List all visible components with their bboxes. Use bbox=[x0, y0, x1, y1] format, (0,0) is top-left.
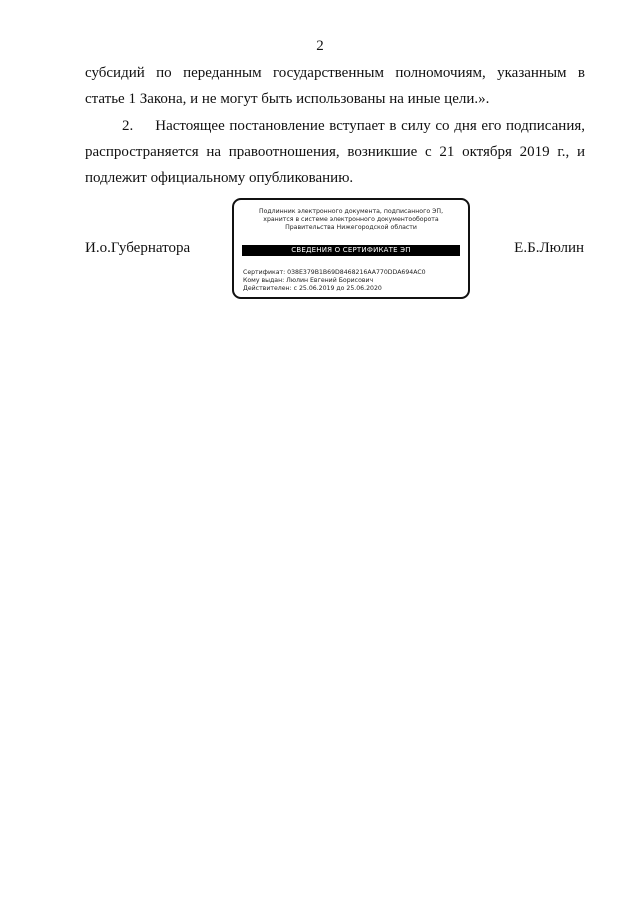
stamp-certificate-details bbox=[243, 269, 462, 293]
paragraph-2-line-2: распространяется на правоотношения, возникшие с 21 октября 2019 г., и bbox=[85, 144, 585, 160]
stamp-header-line-2: хранится в системе электронного документооборота bbox=[263, 216, 439, 223]
paragraph-2-text-start: Настоящее постановление вступает в силу со дня его подписания, bbox=[155, 118, 585, 134]
stamp-header-line-3: Правительства Нижегородской области bbox=[285, 224, 417, 231]
paragraph-1-line-1: субсидий по переданным государственным полномочиям, указанным в bbox=[85, 65, 585, 81]
stamp-validity-period: Действителен: с 25.06.2019 до 25.06.2020 bbox=[243, 285, 382, 292]
stamp-title-bar: СВЕДЕНИЯ О СЕРТИФИКАТЕ ЭП bbox=[242, 245, 460, 256]
paragraph-1-line-2: статье 1 Закона, и не могут быть использованы на иные цели.». bbox=[85, 91, 490, 107]
stamp-header-line-1: Подлинник электронного документа, подписанного ЭП, bbox=[258, 208, 444, 215]
stamp-issued-to: Кому выдан: Люлин Евгений Борисович bbox=[243, 277, 374, 284]
paragraph-2-line-3: подлежит официальному опубликованию. bbox=[85, 170, 354, 186]
electronic-signature-stamp bbox=[232, 198, 470, 299]
paragraph-2-number: 2. bbox=[122, 118, 134, 134]
paragraph-2-line-1 bbox=[85, 113, 585, 139]
page-number: 2 bbox=[316, 38, 324, 54]
stamp-header bbox=[240, 208, 462, 232]
signatory-name: Е.Б.Люлин bbox=[514, 240, 584, 256]
signatory-position: И.о.Губернатора bbox=[85, 240, 191, 256]
stamp-certificate-number: Сертификат: 038E379B1B69D8468216AA770DDA694AC0 bbox=[243, 269, 426, 276]
